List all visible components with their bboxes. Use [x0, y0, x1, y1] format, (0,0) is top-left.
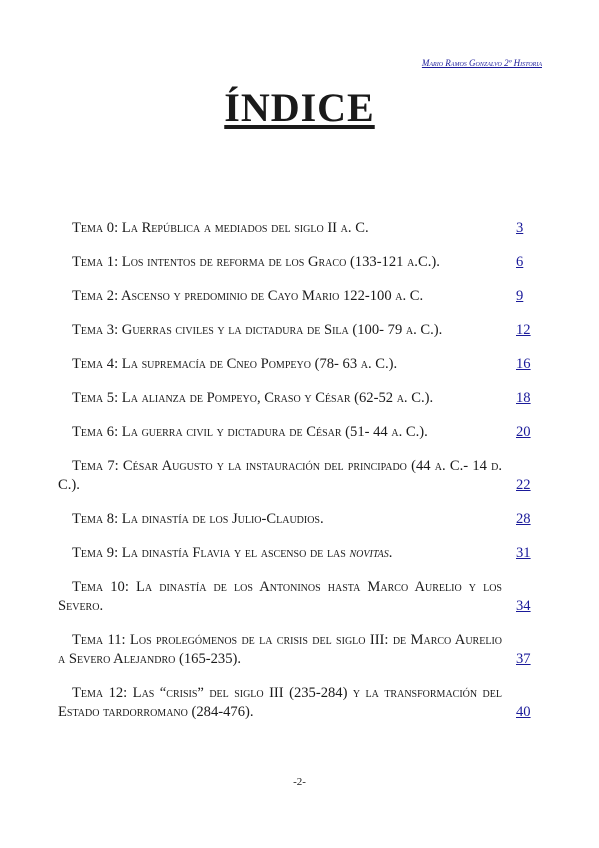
toc-entry-italic-word: novitas	[349, 545, 389, 561]
toc-entry-title: Tema 12: Las “crisis” del siglo III (235-284) y la transformación del Estado tardorromano (284-476).	[58, 685, 502, 720]
toc-entry-title: Tema 5: La alianza de Pompeyo, Craso y César (62-52 a. C.).	[72, 390, 434, 406]
toc-entry-title: Tema 4: La supremacía de Cneo Pompeyo (78- 63 a. C.).	[72, 356, 398, 372]
toc-page-link[interactable]: 20	[516, 424, 531, 440]
toc-entry-title: Tema 7: César Augusto y la instauración del principado (44 a. C.- 14 d. C.).	[58, 458, 502, 493]
toc-entry-tema-4	[58, 355, 542, 374]
toc-entry-title: Tema 2: Ascenso y predominio de Cayo Mario 122-100 a. C.	[72, 288, 424, 304]
header-author: Mario Ramos Gonzalvo 2º Historia	[421, 58, 542, 68]
toc-entry-title-end: .	[388, 545, 393, 561]
toc-entry-tema-7	[58, 457, 542, 495]
toc-entry-tema-3	[58, 321, 542, 340]
toc-entry-title-start: Tema 9: La dinastía Flavia y el ascenso de las	[72, 545, 350, 561]
toc-page-link[interactable]: 18	[516, 390, 531, 406]
toc-entry-tema-6	[58, 423, 542, 442]
toc-entry-title: Tema 1: Los intentos de reforma de los Graco (133-121 a.C.).	[72, 254, 440, 270]
toc-page-link[interactable]: 31	[516, 545, 531, 561]
toc-entry-tema-2	[58, 287, 542, 306]
toc-entry-title: Tema 0: La República a mediados del siglo II a. C.	[72, 220, 369, 236]
toc-page-link[interactable]: 34	[516, 598, 531, 614]
toc-entry-tema-0	[58, 219, 542, 238]
toc-entry-title: Tema 3: Guerras civiles y la dictadura de Sila (100- 79 a. C.).	[72, 322, 443, 338]
toc-page-link[interactable]: 16	[516, 356, 531, 372]
toc-entry-tema-8	[58, 510, 542, 529]
toc-entry-tema-9	[58, 544, 542, 563]
toc-page-link[interactable]: 28	[516, 511, 531, 527]
toc-entry-tema-12	[58, 684, 542, 722]
toc-entry-title: Tema 6: La guerra civil y dictadura de César (51- 44 a. C.).	[72, 424, 428, 440]
toc-entry-tema-5	[58, 389, 542, 408]
toc-page-link[interactable]: 22	[516, 477, 531, 493]
toc-page-link[interactable]: 37	[516, 651, 531, 667]
toc-page-link[interactable]: 6	[516, 254, 524, 270]
toc-entry-title: Tema 8: La dinastía de los Julio-Claudios.	[72, 511, 324, 527]
toc-entry-title: Tema 10: La dinastía de los Antoninos hasta Marco Aurelio y los Severo.	[58, 579, 502, 614]
toc-page-link[interactable]: 12	[516, 322, 531, 338]
page-number: -2-	[293, 776, 306, 788]
toc-page-link[interactable]: 9	[516, 288, 524, 304]
toc-entry-tema-1	[58, 253, 542, 272]
table-of-contents	[58, 219, 542, 737]
toc-entry-tema-11	[58, 631, 542, 669]
toc-page-link[interactable]: 3	[516, 220, 524, 236]
page-title: ÍNDICE	[224, 85, 375, 130]
toc-page-link[interactable]: 40	[516, 704, 531, 720]
toc-entry-tema-10	[58, 578, 542, 616]
toc-entry-title: Tema 11: Los prolegómenos de la crisis del siglo III: de Marco Aurelio a Severo Alejandro (165-235).	[58, 632, 502, 667]
